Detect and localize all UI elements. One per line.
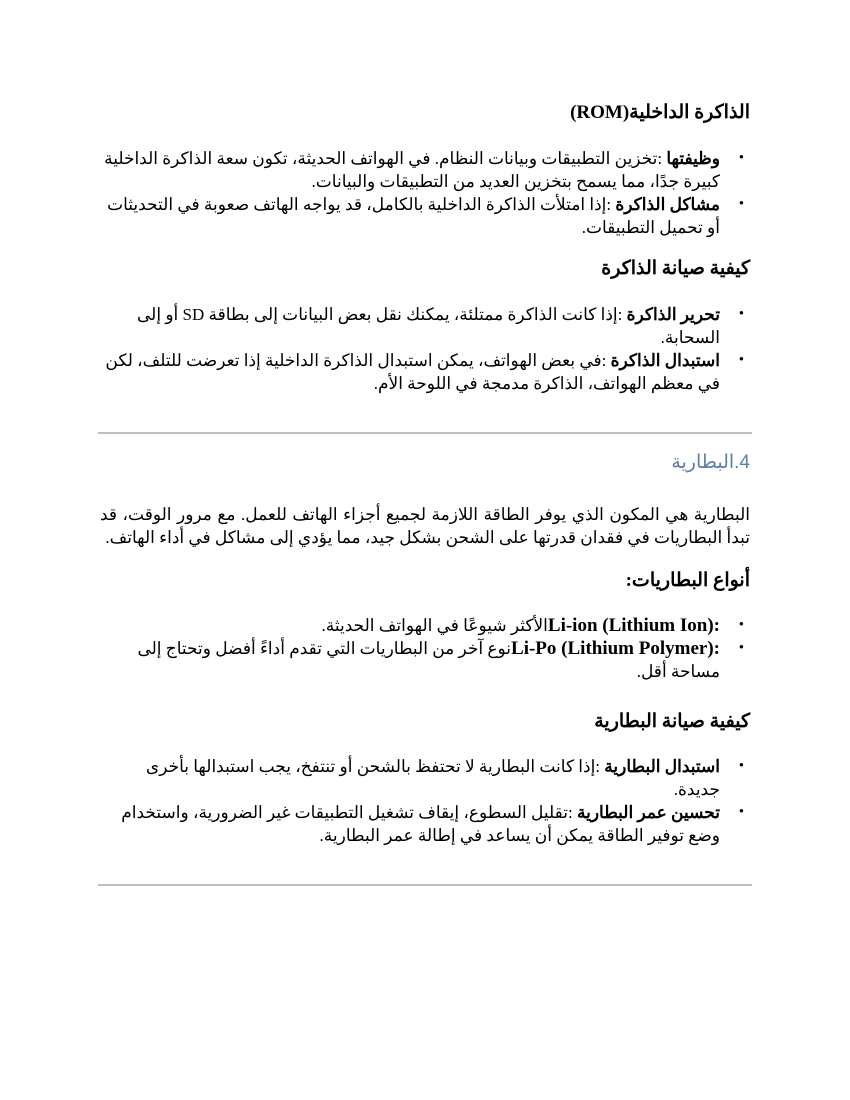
list-item [100,614,720,637]
list-item-term: Li-Po (Lithium Polymer): [511,638,720,659]
list-item [100,801,720,847]
rom-list [100,147,750,239]
list-item [100,147,720,193]
list-item [100,349,720,395]
battery-maintenance-list [100,755,750,847]
battery-types-heading: أنواع البطاريات: [625,570,750,591]
list-item-term: تحرير الذاكرة [626,305,720,324]
list-item-text: :تقليل السطوع، إيقاف تشغيل التطبيقات غير الضرورية، واستخدام وضع توفير الطاقة يمكن أن يساعد في إطالة عمر البطارية. [121,803,720,845]
list-item-term: وظيفتها [666,149,720,168]
battery-types-list [100,614,750,683]
battery-maintenance-heading: كيفية صيانة البطارية [594,711,750,732]
list-item-term: تحسين عمر البطارية [576,803,720,822]
rom-heading: الذاكرة الداخلية(ROM) [570,102,750,123]
list-item [100,303,720,349]
list-item-text: :في بعض الهواتف، يمكن استبدال الذاكرة الداخلية إذا تعرضت للتلف، لكن في معظم الهواتف، الذاكرة مدمجة في اللوحة الأم. [105,351,720,393]
list-item-term: مشاكل الذاكرة [615,195,720,214]
list-item-text: نوع آخر من البطاريات التي تقدم أداءً أفضل وتحتاج إلى مساحة أقل. [137,639,720,681]
list-item-text: :إذا كانت البطارية لا تحتفظ بالشحن أو تنتفخ، يجب استبدالها بأخرى جديدة. [145,757,720,799]
list-item-term: Li-ion (Lithium Ion): [547,615,720,636]
page-content [100,96,750,886]
section-divider [98,884,752,886]
memory-maintenance-heading: كيفية صيانة الذاكرة [601,258,750,279]
battery-paragraph: البطارية هي المكون الذي يوفر الطاقة اللازمة لجميع أجزاء الهاتف للعمل. مع مرور الوقت، قد تبدأ البطاريات في فقدان قدرتها على الشحن بشكل جيد، مما يؤدي إلى مشاكل في أداء الهاتف. [100,505,750,547]
list-item-text: :تخزين التطبيقات وبيانات النظام. في الهواتف الحديثة، تكون سعة الذاكرة الداخلية كبيرة جدًا، مما يسمح بتخزين العديد من التطبيقات والبيانات. [104,149,720,191]
list-item-text: :إذا كانت الذاكرة ممتلئة، يمكنك نقل بعض البيانات إلى بطاقة SD أو إلى السحابة. [137,305,720,347]
list-item [100,755,720,801]
list-item-term: استبدال البطارية [604,757,720,776]
section-divider [98,432,752,434]
list-item [100,637,720,683]
battery-heading: 4.البطارية [671,452,750,473]
list-item [100,193,720,239]
memory-maintenance-list [100,303,750,395]
list-item-term: استبدال الذاكرة [610,351,720,370]
list-item-text: :إذا امتلأت الذاكرة الداخلية بالكامل، قد يواجه الهاتف صعوبة في التحديثات أو تحميل التطبيقات. [107,195,720,237]
list-item-text: الأكثر شيوعًا في الهواتف الحديثة. [321,616,548,635]
